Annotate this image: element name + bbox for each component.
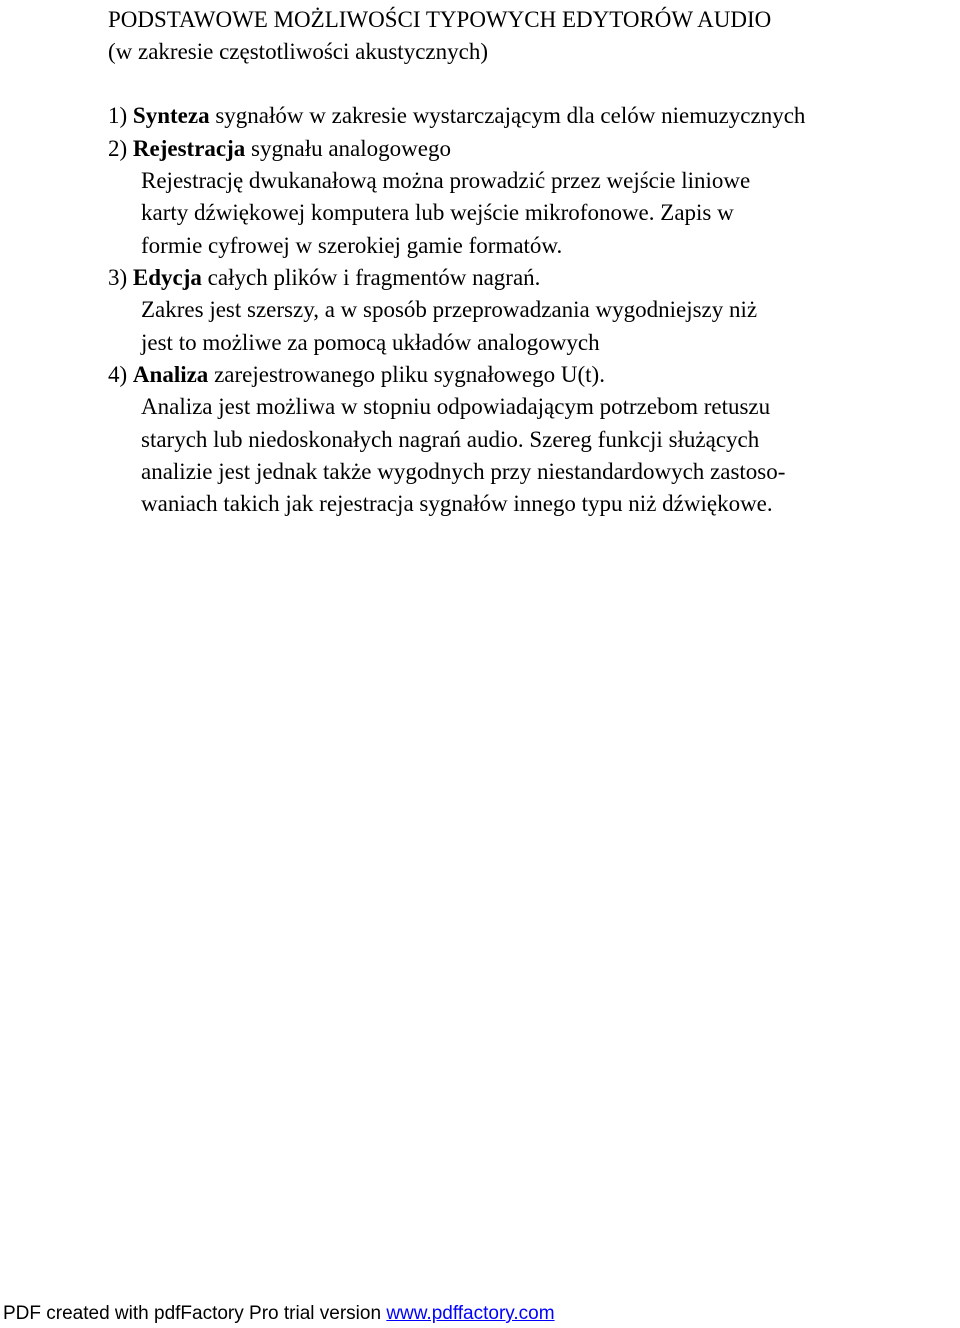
item-2-body-line: formie cyfrowej w szerokiej gamie formatów. (141, 233, 563, 258)
item-1-heading-text: sygnałów w zakresie wystarczającym dla celów niemuzycznych (215, 103, 806, 128)
item-2-heading (108, 133, 451, 166)
item-2-heading-text: sygnału analogowego (251, 136, 451, 161)
item-3-keyword: Edycja (132, 265, 202, 290)
item-1-number: 1) (108, 103, 128, 128)
item-4-keyword: Analiza (132, 362, 209, 387)
item-4-heading (108, 359, 605, 392)
item-2-body-line: Rejestrację dwukanałową można prowadzić przez wejście liniowe (141, 168, 751, 193)
item-1-keyword: Synteza (132, 103, 210, 128)
footer-text: PDF created with pdfFactory Pro trial version (3, 1303, 382, 1324)
pdffactory-link[interactable]: www.pdffactory.com (386, 1303, 555, 1324)
pdf-footer (3, 1302, 555, 1326)
item-3-number: 3) (108, 265, 128, 290)
item-3-heading (108, 262, 540, 295)
document-title: PODSTAWOWE MOŻLIWOŚCI TYPOWYCH EDYTORÓW AUDIO (108, 7, 772, 32)
item-4-body-line: Analiza jest możliwa w stopniu odpowiadającym potrzebom retuszu (141, 394, 771, 419)
item-4-heading-text: zarejestrowanego pliku sygnałowego U(t). (214, 362, 605, 387)
item-2-number: 2) (108, 136, 128, 161)
item-4-number: 4) (108, 362, 128, 387)
item-4-body-line: starych lub niedoskonałych nagrań audio. Szereg funkcji służących (141, 427, 760, 452)
item-4-body-line: waniach takich jak rejestracja sygnałów innego typu niż dźwiękowe. (141, 491, 773, 516)
item-3-heading-text: całych plików i fragmentów nagrań. (207, 265, 541, 290)
document-subtitle: (w zakresie częstotliwości akustycznych) (108, 39, 488, 64)
item-2-body-line: karty dźwiękowej komputera lub wejście mikrofonowe. Zapis w (141, 200, 734, 225)
item-1-heading (108, 100, 805, 133)
item-3-body-line: Zakres jest szerszy, a w sposób przeprowadzania wygodniejszy niż (141, 297, 758, 322)
item-3-body-line: jest to możliwe za pomocą układów analogowych (141, 330, 600, 355)
item-2-keyword: Rejestracja (132, 136, 246, 161)
item-4-body-line: analizie jest jednak także wygodnych przy niestandardowych zastoso- (141, 459, 786, 484)
